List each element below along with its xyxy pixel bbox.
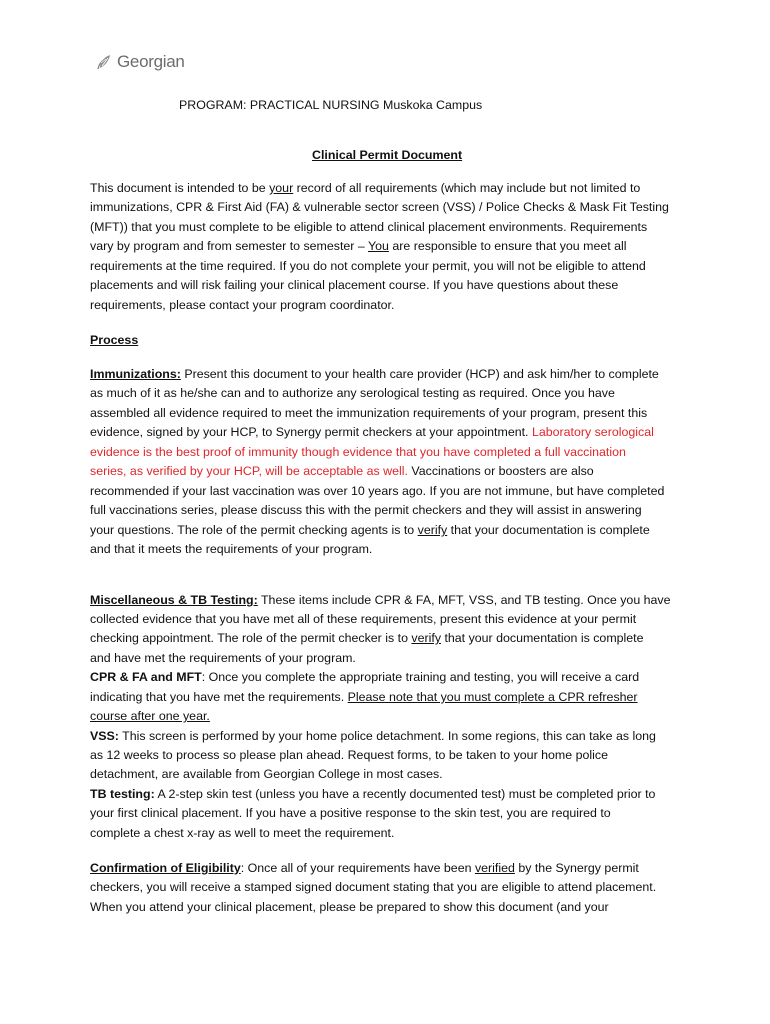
georgian-leaf-icon [97, 53, 113, 71]
tb-label: TB testing: [90, 787, 155, 801]
vss-line: detachment, are available from Georgian College in most cases. [90, 767, 443, 781]
intro-line: placements and will risk failing your clinical placement course. If you have questions about these [90, 278, 619, 292]
immunizations-line [90, 423, 654, 443]
emphasis-verified: verified [474, 861, 515, 875]
text-run: : Once all of your requirements have been [240, 861, 475, 875]
program-line: PROGRAM: PRACTICAL NURSING Muskoka Campus [179, 98, 483, 112]
misc-line [90, 629, 644, 649]
confirmation-line: checkers, you will receive a stamped signed document stating that you are eligible to attend placement. [90, 880, 657, 894]
emphasis-you: You [367, 239, 389, 253]
text-run: checking appointment. The role of the permit checker is to [90, 631, 412, 645]
confirmation-heading: Confirmation of Eligibility [90, 861, 241, 875]
cpr-line [90, 668, 639, 688]
intro-line: requirements, please contact your program coordinator. [90, 298, 395, 312]
emphasis-verify: verify [411, 631, 442, 645]
cpr-refresher-note: course after one year. [90, 709, 210, 723]
immunizations-line [90, 462, 594, 482]
text-run: vary by program and from semester to semester – [90, 239, 368, 253]
text-run: Present this document to your health care provider (HCP) and ask him/her to complete [180, 367, 659, 381]
tb-line: complete a chest x-ray as well to meet the requirement. [90, 826, 395, 840]
intro-line: requirements at the time required. If you do not complete your permit, you will not be eligible to attend [90, 259, 646, 273]
text-run: These items include CPR & FA, MFT, VSS, and TB testing. Once you have [257, 593, 671, 607]
intro-line: immunizations, CPR & First Aid (FA) & vulnerable sector screen (VSS) / Police Checks & Mask Fit Testing [90, 200, 669, 214]
vss-line: as 12 weeks to process so please plan ahead. Request forms, to be taken to your home police [90, 748, 608, 762]
text-run: : Once you complete the appropriate training and testing, you will receive a card [201, 670, 640, 684]
vss-line [90, 727, 656, 747]
immunizations-line: and that it meets the requirements of your program. [90, 542, 373, 556]
immunizations-line: as much of it as he/she can and to authorize any serological testing as required. Once you have [90, 386, 615, 400]
cpr-line [90, 688, 638, 708]
text-run: record of all requirements (which may include but not limited to [293, 181, 641, 195]
confirmation-line: When you attend your clinical placement, please be prepared to show this document (and your [90, 900, 609, 914]
text-run: by the Synergy permit [514, 861, 639, 875]
text-run: This screen is performed by your home police detachment. In some regions, this can take as long [118, 729, 656, 743]
red-note: series, as verified by your HCP, will be acceptable as well. [90, 464, 408, 478]
red-note: Laboratory serological [531, 425, 654, 439]
text-run: A 2-step skin test (unless you have a recently documented test) must be completed prior to [154, 787, 656, 801]
cpr-label: CPR & FA and MFT [90, 670, 202, 684]
text-run: that your documentation is complete [447, 523, 650, 537]
text-run: evidence, signed by your HCP, to Synergy permit checkers at your appointment. [90, 425, 532, 439]
immunizations-line [90, 365, 659, 385]
confirmation-line [90, 859, 639, 879]
misc-line: and have met the requirements of your program. [90, 651, 356, 665]
text-run: indicating that you have met the requirements. [90, 690, 348, 704]
misc-line [90, 591, 671, 611]
immunizations-heading: Immunizations: [90, 367, 181, 381]
immunizations-line [90, 521, 650, 541]
tb-line [90, 785, 655, 805]
immunizations-line: recommended if your last vaccination was over 10 years ago. If you are not immune, but have completed [90, 484, 665, 498]
process-heading: Process [90, 333, 139, 347]
red-note: evidence is the best proof of immunity though evidence that you have completed a full vaccination [90, 445, 626, 459]
intro-line [90, 237, 627, 257]
logo-text: Georgian [117, 52, 185, 71]
cpr-refresher-note: Please note that you must complete a CPR refresher [347, 690, 638, 704]
intro-line: (MFT)) that you must complete to be eligible to attend clinical placement environments. Requirements [90, 220, 648, 234]
misc-heading: Miscellaneous & TB Testing: [90, 593, 258, 607]
georgian-logo [97, 50, 185, 74]
immunizations-line: assembled all evidence required to meet the immunization requirements of your program, present this [90, 406, 648, 420]
text-run: This document is intended to be [90, 181, 270, 195]
text-run: are responsible to ensure that you meet all [388, 239, 627, 253]
text-run: your questions. The role of the permit checking agents is to [90, 523, 418, 537]
document-title: Clinical Permit Document [312, 148, 463, 162]
tb-line: your first clinical placement. If you have a positive response to the skin test, you are required to [90, 806, 611, 820]
text-run: Vaccinations or boosters are also [407, 464, 594, 478]
misc-line: collected evidence that you have met all of these requirements, present this evidence at your permit [90, 612, 637, 626]
intro-line [90, 179, 640, 199]
immunizations-line: full vaccinations series, please discuss this with the permit checkers and they will assist in answering [90, 503, 642, 517]
emphasis-verify: verify [417, 523, 448, 537]
emphasis-your: your [269, 181, 294, 195]
vss-label: VSS: [90, 729, 119, 743]
text-run: that your documentation is complete [441, 631, 644, 645]
